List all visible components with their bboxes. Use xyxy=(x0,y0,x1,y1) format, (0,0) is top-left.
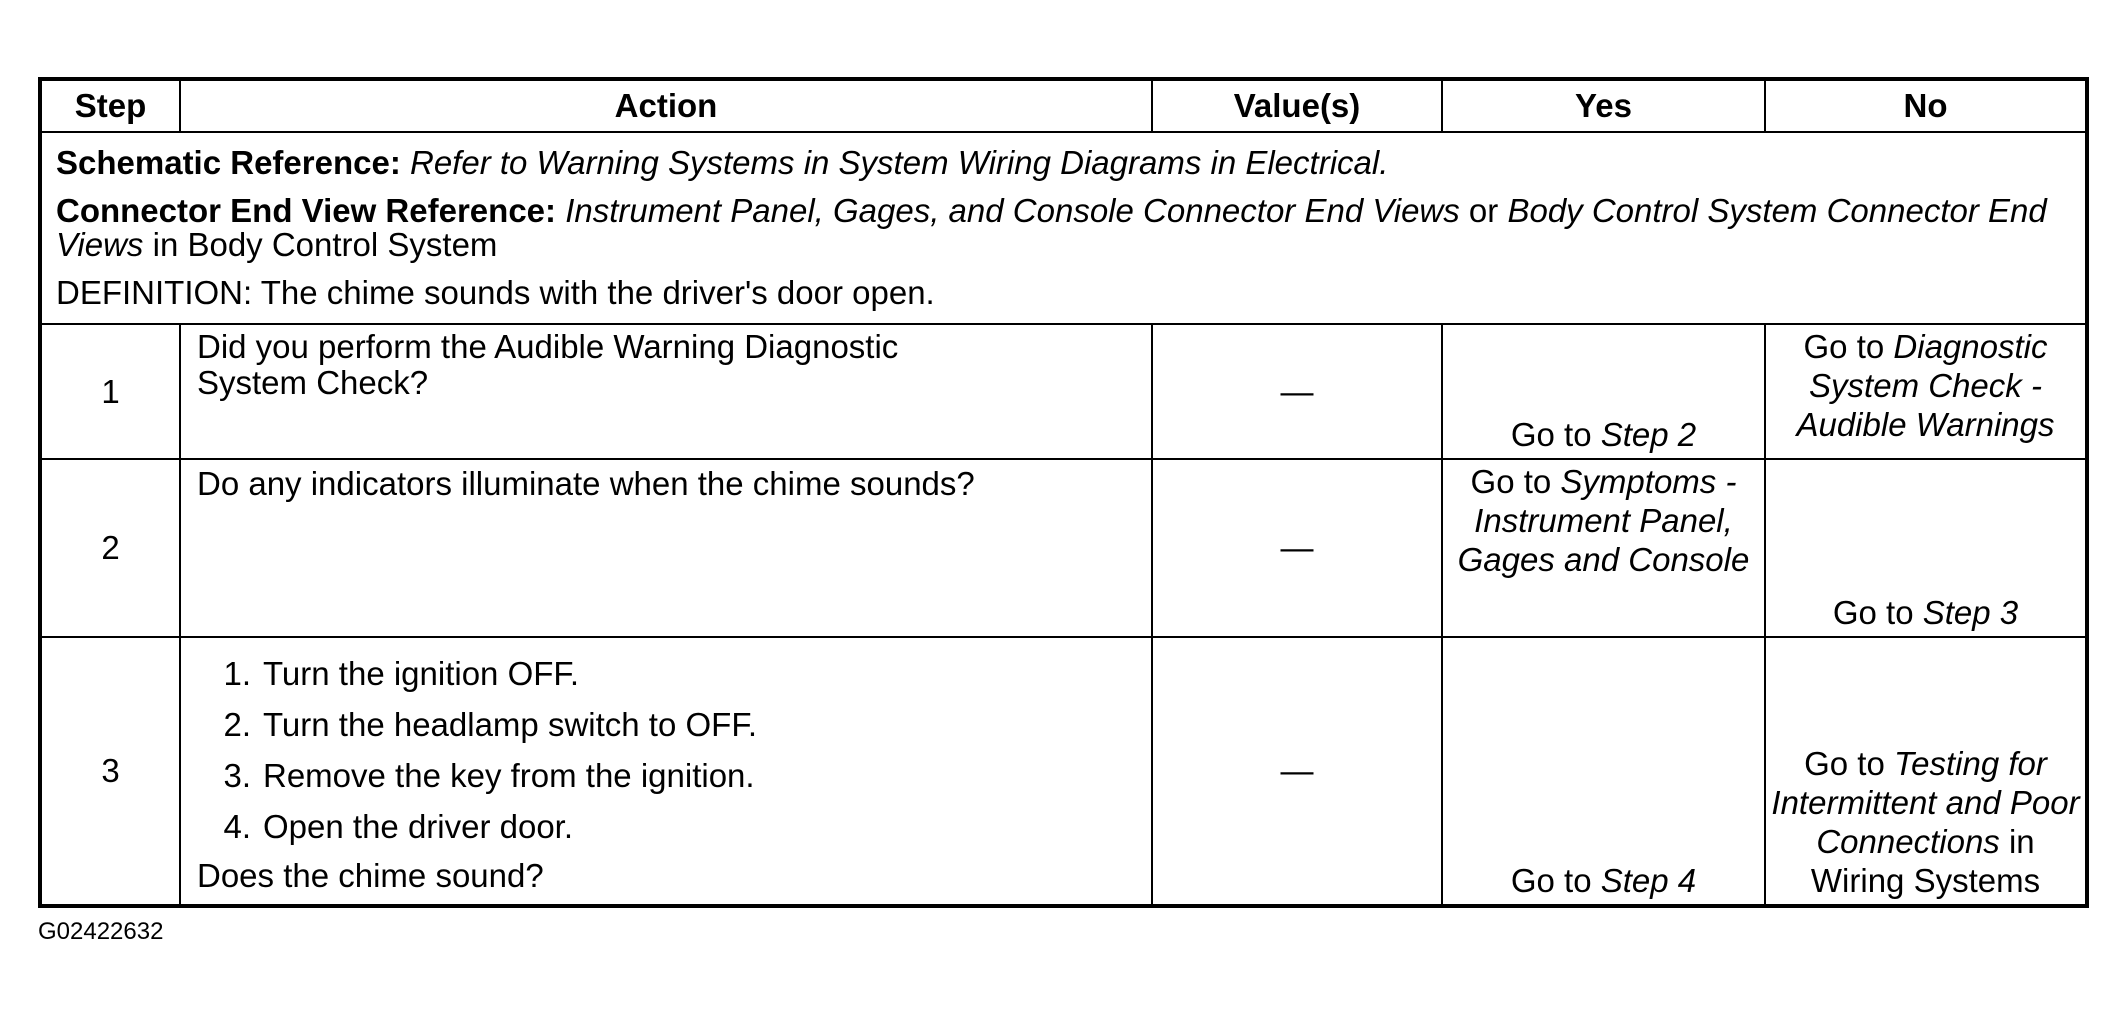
yes-link: Step 4 xyxy=(1600,862,1697,899)
step-number: 1 xyxy=(40,324,180,459)
list-item xyxy=(197,648,1135,699)
header-values: Value(s) xyxy=(1152,79,1442,132)
reference-cell xyxy=(40,132,2087,324)
action-cell xyxy=(180,637,1152,906)
schematic-text: Refer to Warning Systems in System Wiring Diagrams in Electrical. xyxy=(410,144,1389,181)
yes-cell xyxy=(1442,324,1765,459)
no-link: Diagnostic System Check - Audible Warnings xyxy=(1796,328,2055,443)
no-cell xyxy=(1765,459,2087,637)
yes-cell xyxy=(1442,637,1765,906)
no-link: Testing for Intermittent and Poor Connections xyxy=(1771,745,2080,860)
value-cell: — xyxy=(1152,637,1442,906)
no-cell xyxy=(1765,324,2087,459)
no-prefix: Go to xyxy=(1803,328,1894,365)
connector-tail: in Body Control System xyxy=(143,226,498,263)
substep-number: 2. xyxy=(223,706,251,743)
question-text: Does the chime sound? xyxy=(197,857,544,894)
connector-ref-1: Instrument Panel, Gages, and Console Connector End Views xyxy=(565,192,1460,229)
substep-text: Remove the key from the ignition. xyxy=(263,757,755,794)
schematic-reference xyxy=(56,143,2065,183)
figure-id: G02422632 xyxy=(38,918,164,945)
list-item xyxy=(197,699,1135,750)
diagnostic-table xyxy=(38,77,2089,908)
list-item xyxy=(197,801,1135,852)
substep-number: 1. xyxy=(223,655,251,692)
header-no: No xyxy=(1765,79,2087,132)
list-item xyxy=(197,750,1135,801)
reference-row xyxy=(40,132,2087,324)
yes-link: Symptoms - Instrument Panel, Gages and Console xyxy=(1457,463,1750,578)
yes-prefix: Go to xyxy=(1510,862,1601,899)
connector-reference xyxy=(56,194,2065,262)
no-prefix: Go to xyxy=(1804,745,1894,782)
substep-number: 4. xyxy=(223,808,251,845)
no-link: Step 3 xyxy=(1922,594,2019,631)
yes-prefix: Go to xyxy=(1470,463,1561,500)
connector-ref-2: Body Control System Connector End Views xyxy=(56,192,2047,263)
step-number: 3 xyxy=(40,637,180,906)
header-step: Step xyxy=(40,79,180,132)
action-text: Did you perform the Audible Warning Diagnostic System Check? xyxy=(197,328,899,401)
substep-text: Turn the ignition OFF. xyxy=(263,655,580,692)
connector-label: Connector End View Reference: xyxy=(56,192,557,229)
substep-number: 3. xyxy=(223,757,251,794)
table-row xyxy=(40,459,2087,637)
definition: DEFINITION: The chime sounds with the driver's door open. xyxy=(56,274,935,311)
no-prefix: Go to xyxy=(1832,594,1923,631)
yes-link: Step 2 xyxy=(1600,416,1697,453)
table-row xyxy=(40,324,2087,459)
header-action: Action xyxy=(180,79,1152,132)
header-yes: Yes xyxy=(1442,79,1765,132)
value-cell: — xyxy=(1152,324,1442,459)
connector-or: or xyxy=(1459,192,1508,229)
yes-cell xyxy=(1442,459,1765,637)
substep-list xyxy=(197,648,1135,852)
substep-text: Turn the headlamp switch to OFF. xyxy=(263,706,757,743)
step-number: 2 xyxy=(40,459,180,637)
action-text: Do any indicators illuminate when the chime sounds? xyxy=(180,459,1152,637)
schematic-label: Schematic Reference: xyxy=(56,144,401,181)
no-tail: in Wiring Systems xyxy=(1810,823,2041,899)
table-row xyxy=(40,637,2087,906)
yes-prefix: Go to xyxy=(1510,416,1601,453)
no-cell xyxy=(1765,637,2087,906)
header-row xyxy=(40,79,2087,132)
value-cell: — xyxy=(1152,459,1442,637)
action-cell xyxy=(180,324,1152,459)
substep-text: Open the driver door. xyxy=(263,808,574,845)
